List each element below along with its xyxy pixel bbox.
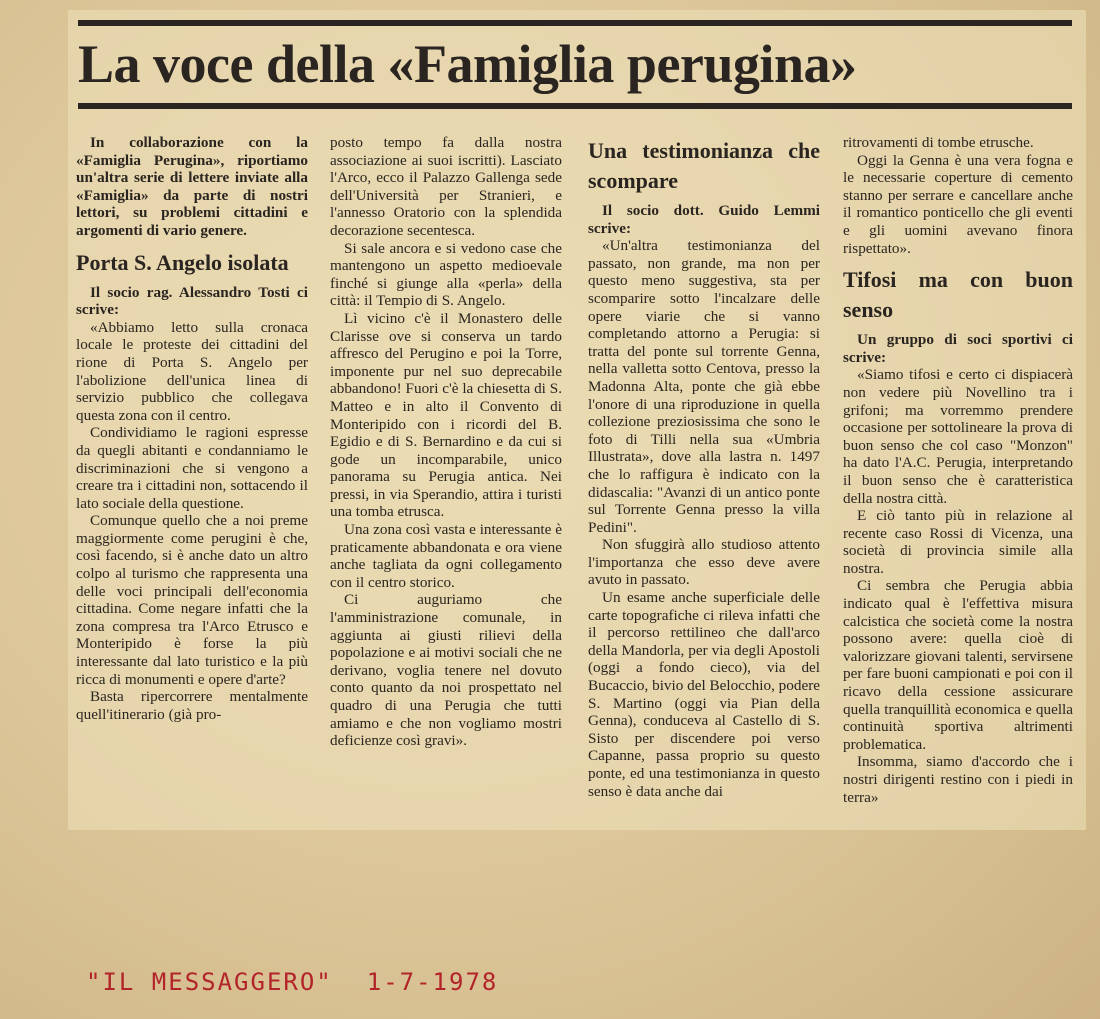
paragraph: «Un'altra testimonianza del passato, non grande, ma non per questo meno suggestiva, sta per scomparire sotto l'incalzare delle opere viarie che si vanno completando attorno a Perugia: si tratta del ponte sul torrente Genna, nella valletta sotto Centova, presso la Madonna Alta, ponte che già ebbe l'onore di una riproduzione in quella collezione preziosissima che sono le foto di Tilli nella sua «Umbria Illustrata», dove alla lastra n. 1497 che lo raffigura è indicato con la didascalia: "Avanzi di un antico ponte sul Torrente Genna presso la villa Pedini".	[588, 237, 820, 536]
paragraph: Ci auguriamo che l'amministrazione comunale, in aggiunta ai giusti rilievi della popolazione e ai motivi sociali che ne derivano, voglia tenere nel dovuto conto quanto da noi prospettato nel quadro di una Perugia che tutti amiamo e che non vogliamo mostri deficienze così gravi».	[330, 591, 562, 750]
paragraph: «Abbiamo letto sulla cronaca locale le proteste dei cittadini del rione di Porta S. Angelo per l'abolizione dell'unica linea di servizio pubblico che collegava questa zona con il centro.	[76, 318, 308, 424]
paragraph: Ci sembra che Perugia abbia indicato qual è l'effettiva misura calcistica che società come la nostra possono avere: quella cioè di valorizzare giovani talenti, servirsene per fare buoni campionati e poi con il ricavo della cessione assicurare quella tranquillità economica e quella continuità sportiva altrimenti problematica.	[843, 577, 1073, 753]
byline-lemmi: Il socio dott. Guido Lemmi scrive:	[588, 202, 820, 237]
column-4	[843, 134, 1073, 806]
subheading-tifosi: Tifosi ma con buon senso	[843, 267, 1073, 323]
top-rule	[78, 20, 1072, 26]
byline-soci-sportivi: Un gruppo di soci sportivi ci scrive:	[843, 331, 1073, 366]
subheading-testimonianza: Una testimonianza che scompare	[588, 138, 820, 193]
column-3	[588, 136, 820, 800]
column-2	[330, 134, 562, 750]
handwritten-date: 1-7-1978	[366, 968, 499, 996]
handwritten-annotation	[86, 968, 498, 996]
paragraph: «Siamo tifosi e certo ci dispiacerà non vedere più Novellino tra i grifoni; ma vorremmo prendere occasione per sottolineare la prova di buon senso che col caso "Monzon" ha dato l'A.C. Perugia, interpretando il buon senso che è caratteristica della nostra città.	[843, 366, 1073, 507]
paragraph: posto tempo fa dalla nostra associazione ai suoi iscritti). Lasciato l'Arco, ecco il Palazzo Gallenga sede dell'Università per Stranieri, e l'annesso Oratorio con la splendida decorazione secentesca.	[330, 134, 562, 239]
paragraph: Un esame anche superficiale delle carte topografiche ci rileva infatti che il percorso rettilineo che dall'arco della Mandorla, per via degli Apostoli (oggi a fondo cieco), via del Bucaccio, bivio del Belocchio, podere S. Martino (oggi via Pian della Genna), conduceva al Castello di S. Sisto per discendere poi verso Capanne, passa proprio su questo ponte, ed una testimonianza in questo senso è data anche dai	[588, 589, 820, 800]
intro-paragraph: In collaborazione con la «Famiglia Perugina», riportiamo un'altra serie di lettere inviate alla «Famiglia» da parte di nostri lettori, su problemi cittadini e argomenti di vario genere.	[76, 134, 308, 239]
headline: La voce della «Famiglia perugina»	[78, 34, 857, 94]
paragraph: Non sfuggirà allo studioso attento l'importanza che esso deve avere avuto in passato.	[588, 536, 820, 589]
paragraph: Si sale ancora e si vedono case che mantengono un aspetto medioevale finché si giunge alla «perla» della città: il Tempio di S. Angelo.	[330, 239, 562, 310]
paragraph: Oggi la Genna è una vera fogna e le necessarie coperture di cemento stanno per serrare e cancellare anche il romantico ponticello che gli eventi e gli uomini avevano finora rispettato».	[843, 151, 1073, 257]
paragraph: Condividiamo le ragioni espresse da quegli abitanti e condanniamo le discriminazioni che si vengono a creare tra i cittadini non, sottacendo il lato sociale della questione.	[76, 424, 308, 512]
paragraph: ritrovamenti di tombe etrusche.	[843, 134, 1034, 151]
paragraph: Basta ripercorrere mentalmente quell'itinerario (già pro-	[76, 688, 308, 723]
subheading-porta-s-angelo: Porta S. Angelo isolata	[76, 249, 289, 275]
paragraph: Insomma, siamo d'accordo che i nostri dirigenti restino con i piedi in terra»	[843, 753, 1073, 806]
paragraph: Comunque quello che a noi preme maggiormente come perugini è che, così facendo, si è anche dato un altro colpo al turismo che rappresenta una delle voci principali dell'economia cittadina. Come negare infatti che la zona compresa tra l'Arco Etrusco e Monteripido è forse la più interessante dal lato turistico e la più ricca di monumenti e opere d'arte?	[76, 512, 308, 688]
paragraph: E ciò tanto più in relazione al recente caso Rossi di Vicenza, una società di provincia simile alla nostra.	[843, 507, 1073, 577]
bottom-rule	[78, 103, 1072, 109]
byline-tosti: Il socio rag. Alessandro Tosti ci scrive:	[76, 283, 308, 319]
handwritten-source: "IL MESSAGGERO"	[86, 968, 333, 996]
paragraph: Una zona così vasta e interessante è praticamente abbandonata e ora viene anche tagliata da ogni collegamento con il centro storico.	[330, 521, 562, 591]
column-1	[76, 134, 308, 723]
paragraph: Lì vicino c'è il Monastero delle Clarisse ove si conserva un tardo affresco del Perugino e poi la Torre, imponente pur nel suo deprecabile abbandono! Fuori c'è la chiesetta di S. Matteo e in alto il Convento di Monteripido con i ricordi del B. Egidio e di S. Bernardino e da cui si gode un incomparabile, unico panorama su Perugia antica. Nei pressi, in via Sperandio, attira i turisti una tomba etrusca.	[330, 309, 562, 521]
